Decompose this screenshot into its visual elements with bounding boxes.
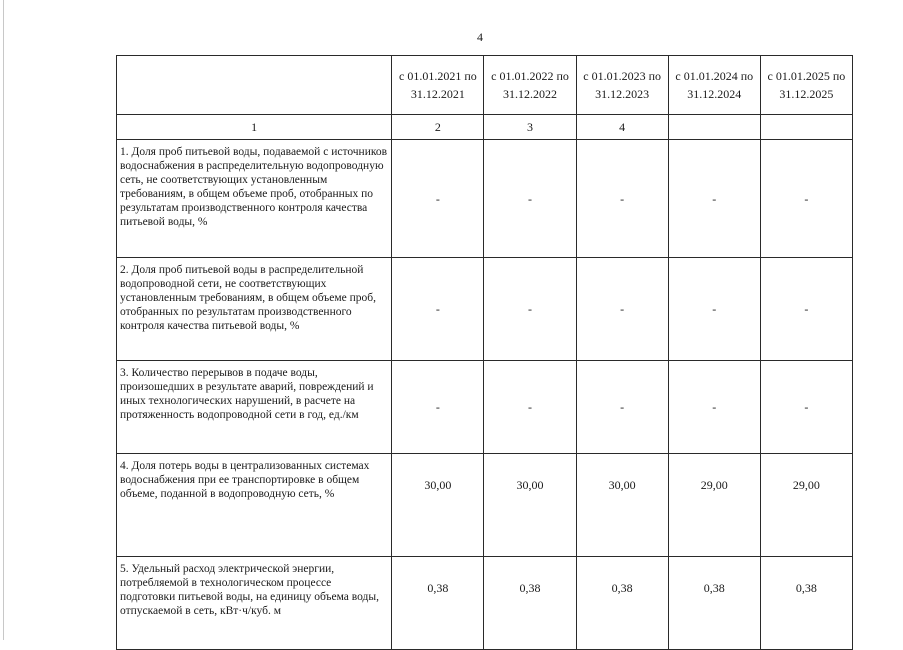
header-period-2021 [392, 56, 484, 115]
period-start: с 01.01.2023 по [583, 69, 662, 83]
column-index [760, 115, 852, 140]
indicator-value: 30,00 [484, 454, 576, 557]
scan-edge-line [3, 0, 4, 640]
indicator-value: - [392, 361, 484, 454]
header-period-2024 [668, 56, 760, 115]
indicator-value: 0,38 [668, 557, 760, 650]
indicator-description: 1. Доля проб питьевой воды, подаваемой с источников водоснабжения в распределительную водопроводную сеть, не соответствующих установленным требованиям, в общем объеме проб, отобранных по результатам производственного контроля качества питьевой воды, % [117, 140, 392, 258]
column-index: 3 [484, 115, 576, 140]
indicator-value: - [392, 140, 484, 258]
indicator-value: - [760, 140, 852, 258]
table-row [117, 361, 853, 454]
indicator-value: 0,38 [484, 557, 576, 650]
indicator-value: - [484, 361, 576, 454]
indicator-description: 2. Доля проб питьевой воды в распределительной водопроводной сети, не соответствующих установленным требованиям, в общем объеме проб, отобранных по результатам производственного контроля качества питьевой воды, % [117, 258, 392, 361]
period-start: с 01.01.2022 по [491, 69, 569, 83]
indicator-value: - [760, 258, 852, 361]
column-index: 4 [576, 115, 668, 140]
period-end: 31.12.2023 [595, 87, 650, 101]
indicator-value: 30,00 [576, 454, 668, 557]
indicators-table [116, 55, 853, 650]
table-row [117, 140, 853, 258]
indicator-value: - [484, 140, 576, 258]
period-start: с 01.01.2025 по [767, 69, 846, 83]
period-end: 31.12.2021 [410, 87, 465, 101]
indicator-value: - [576, 140, 668, 258]
table-row [117, 454, 853, 557]
column-index [668, 115, 760, 140]
indicator-value: 29,00 [760, 454, 852, 557]
indicator-value: - [760, 361, 852, 454]
header-desc-cell [117, 56, 392, 115]
period-end: 31.12.2024 [687, 87, 742, 101]
period-end: 31.12.2025 [779, 87, 834, 101]
indicator-description: 5. Удельный расход электрической энергии, потребляемой в технологическом процессе подготовки питьевой воды, на единицу объема воды, отпускаемой в сеть, кВт·ч/куб. м [117, 557, 392, 650]
column-index: 2 [392, 115, 484, 140]
table-row [117, 258, 853, 361]
indicator-value: - [668, 140, 760, 258]
indicator-value: 30,00 [392, 454, 484, 557]
indicator-value: - [668, 361, 760, 454]
indicator-value: - [576, 258, 668, 361]
indicator-value: 0,38 [392, 557, 484, 650]
page-number: 4 [477, 30, 483, 44]
indicator-value: - [484, 258, 576, 361]
indicator-value: - [576, 361, 668, 454]
indicator-value: - [668, 258, 760, 361]
header-period-2022 [484, 56, 576, 115]
period-start: с 01.01.2024 по [675, 69, 754, 83]
header-period-2025 [760, 56, 852, 115]
indicator-value: 0,38 [760, 557, 852, 650]
table-row [117, 557, 853, 650]
indicator-value: 29,00 [668, 454, 760, 557]
indicator-value: 0,38 [576, 557, 668, 650]
indicator-description: 4. Доля потерь воды в централизованных системах водоснабжения при ее транспортировке в общем объеме, поданной в водопроводную сеть, % [117, 454, 392, 557]
column-index-row [117, 115, 853, 140]
header-row [117, 56, 853, 115]
column-index: 1 [117, 115, 392, 140]
indicator-value: - [392, 258, 484, 361]
indicator-description: 3. Количество перерывов в подаче воды, произошедших в результате аварий, повреждений и иных технологических нарушений, в расчете на протяженность водопроводной сети в год, ед./км [117, 361, 392, 454]
period-start: с 01.01.2021 по [399, 69, 477, 83]
header-period-2023 [576, 56, 668, 115]
period-end: 31.12.2022 [503, 87, 558, 101]
